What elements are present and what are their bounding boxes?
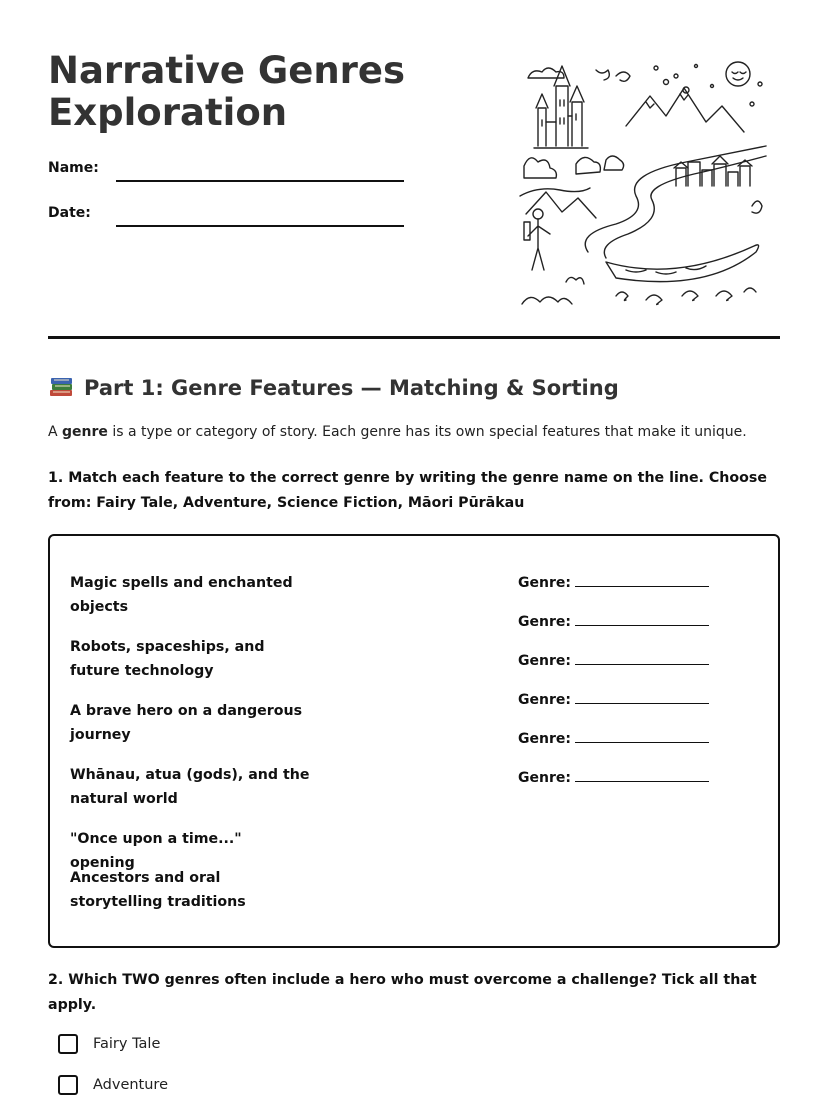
worksheet-title: Narrative Genres Exploration [48, 49, 406, 134]
question-1: 1. Match each feature to the correct genre by writing the genre name on the line. Choose from: Fairy Tale, Adventure, Science Fiction, Māori Pūrākau [48, 470, 767, 511]
question-2: 2. Which TWO genres often include a hero who must overcome a challenge? Tick all that apply. [48, 972, 757, 1013]
option-adventure[interactable] [58, 1075, 168, 1095]
part1-title-text: Part 1: Genre Features — Matching & Sorting [84, 376, 619, 400]
genre-answer-line[interactable]: Genre: [518, 730, 709, 747]
feature-item: Magic spells and enchanted objects [70, 575, 293, 615]
books-icon [48, 374, 76, 398]
feature-item: Whānau, atua (gods), and the natural world [70, 767, 310, 807]
genre-answer-line[interactable]: Genre: [518, 652, 709, 669]
genre-term: genre [62, 424, 108, 440]
date-label: Date: [48, 205, 91, 221]
option-label: Fairy Tale [93, 1036, 161, 1052]
genre-answer-line[interactable]: Genre: [518, 613, 709, 630]
feature-item: Ancestors and oral storytelling traditions [70, 870, 246, 910]
genre-answer-line[interactable]: Genre: [518, 769, 709, 786]
fantasy-landscape-illustration [516, 56, 774, 308]
name-line[interactable] [116, 180, 404, 182]
date-line[interactable] [116, 225, 404, 227]
feature-item: "Once upon a time..." opening [70, 831, 242, 871]
genre-answer-line[interactable]: Genre: [518, 574, 709, 591]
genre-answer-line[interactable]: Genre: [518, 691, 709, 708]
part1-title [48, 374, 619, 400]
section-divider [48, 336, 780, 339]
feature-item: Robots, spaceships, and future technology [70, 639, 265, 679]
option-label: Adventure [93, 1077, 168, 1093]
feature-item: A brave hero on a dangerous journey [70, 703, 303, 743]
name-label: Name: [48, 160, 99, 176]
genre-intro: A genre is a type or category of story. Each genre has its own special features that make it unique. [48, 424, 747, 440]
checkbox[interactable] [58, 1075, 78, 1095]
checkbox[interactable] [58, 1034, 78, 1054]
option-fairy-tale[interactable] [58, 1034, 160, 1054]
matching-box [48, 534, 780, 948]
